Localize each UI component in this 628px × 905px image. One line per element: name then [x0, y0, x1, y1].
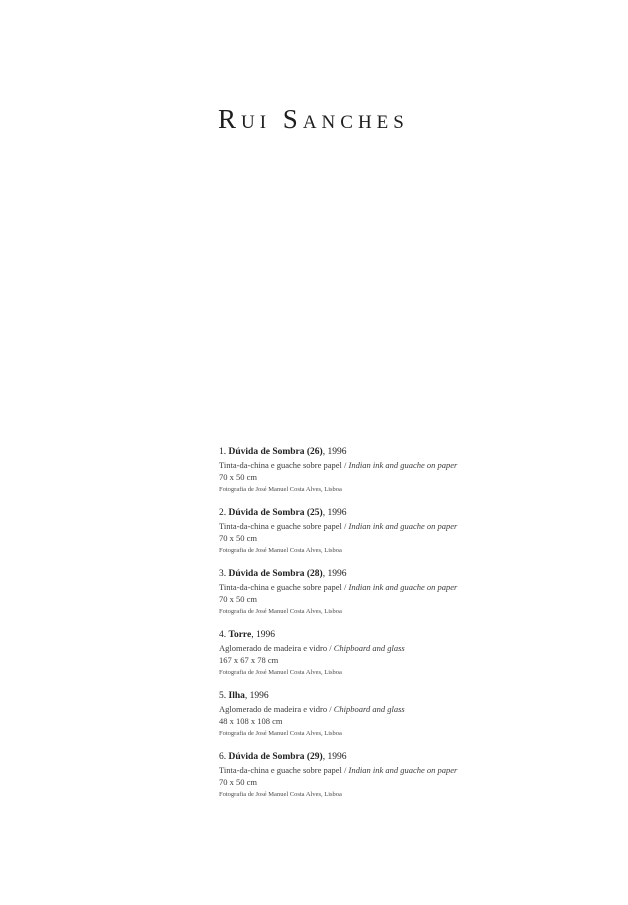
work-photo-credit: Fotografia de José Manuel Costa Alves, Lisboa — [219, 485, 342, 493]
work-entry-4 — [219, 629, 539, 690]
work-medium-line — [219, 520, 539, 533]
work-entry-1 — [219, 446, 539, 507]
work-entry-2 — [219, 507, 539, 568]
work-photo-credit: Fotografia de José Manuel Costa Alves, Lisboa — [219, 729, 342, 737]
work-year: 1996 — [327, 447, 347, 457]
work-year: 1996 — [327, 508, 347, 518]
work-medium-line — [219, 764, 539, 777]
work-title: Dúvida de Sombra (26) — [228, 447, 323, 457]
work-title: Dúvida de Sombra (28) — [228, 569, 323, 579]
work-medium-pt: Tinta-da-china e guache sobre papel / — [219, 459, 347, 470]
work-dimensions: 70 x 50 cm — [219, 533, 258, 543]
work-dimensions: 70 x 50 cm — [219, 594, 258, 604]
work-year: 1996 — [249, 691, 269, 701]
work-dimensions: 70 x 50 cm — [219, 777, 258, 787]
work-number: 6. — [219, 752, 227, 762]
work-medium-line — [219, 703, 539, 716]
work-photo-credit: Fotografia de José Manuel Costa Alves, Lisboa — [219, 668, 342, 676]
work-title: Torre — [228, 630, 252, 640]
artist-name-heading: Rui Sanches — [218, 104, 409, 134]
work-number: 1. — [219, 447, 227, 457]
work-number: 2. — [219, 508, 227, 518]
work-dimensions: 70 x 50 cm — [219, 472, 258, 482]
work-title-line: 4. Torre, 1996 — [219, 630, 275, 640]
work-title-line: 3. Dúvida de Sombra (28), 1996 — [219, 569, 347, 579]
work-medium-line — [219, 459, 539, 472]
work-medium-en: Chipboard and glass — [333, 642, 405, 653]
work-photo-credit: Fotografia de José Manuel Costa Alves, Lisboa — [219, 546, 342, 554]
work-medium-pt: Aglomerado de madeira e vidro / — [219, 703, 332, 714]
work-medium-pt: Tinta-da-china e guache sobre papel / — [219, 764, 347, 775]
work-medium-en: Indian ink and guache on paper — [348, 520, 458, 531]
work-medium-pt: Tinta-da-china e guache sobre papel / — [219, 581, 347, 592]
work-dimensions: 48 x 108 x 108 cm — [219, 716, 283, 726]
work-year: 1996 — [327, 569, 347, 579]
work-title: Dúvida de Sombra (25) — [228, 508, 323, 518]
work-number: 5. — [219, 691, 227, 701]
work-number: 4. — [219, 630, 227, 640]
work-entry-6 — [219, 751, 539, 812]
work-medium-line — [219, 642, 539, 655]
work-medium-pt: Aglomerado de madeira e vidro / — [219, 642, 332, 653]
work-dimensions: 167 x 67 x 78 cm — [219, 655, 279, 665]
work-year: 1996 — [327, 752, 347, 762]
work-title: Dúvida de Sombra (29) — [228, 752, 323, 762]
work-title: Ilha — [228, 691, 245, 701]
work-title-line: 1. Dúvida de Sombra (26), 1996 — [219, 447, 347, 457]
work-medium-en: Indian ink and guache on paper — [348, 459, 458, 470]
work-title-line: 6. Dúvida de Sombra (29), 1996 — [219, 752, 347, 762]
work-medium-pt: Tinta-da-china e guache sobre papel / — [219, 520, 347, 531]
work-photo-credit: Fotografia de José Manuel Costa Alves, Lisboa — [219, 790, 342, 798]
work-medium-line — [219, 581, 539, 594]
work-entry-5 — [219, 690, 539, 751]
work-number: 3. — [219, 569, 227, 579]
work-entry-3 — [219, 568, 539, 629]
works-list — [219, 446, 539, 812]
work-medium-en: Indian ink and guache on paper — [348, 764, 458, 775]
work-medium-en: Chipboard and glass — [333, 703, 405, 714]
work-title-line: 5. Ilha, 1996 — [219, 691, 269, 701]
work-year: 1996 — [255, 630, 275, 640]
work-medium-en: Indian ink and guache on paper — [348, 581, 458, 592]
work-title-line: 2. Dúvida de Sombra (25), 1996 — [219, 508, 347, 518]
work-photo-credit: Fotografia de José Manuel Costa Alves, Lisboa — [219, 607, 342, 615]
